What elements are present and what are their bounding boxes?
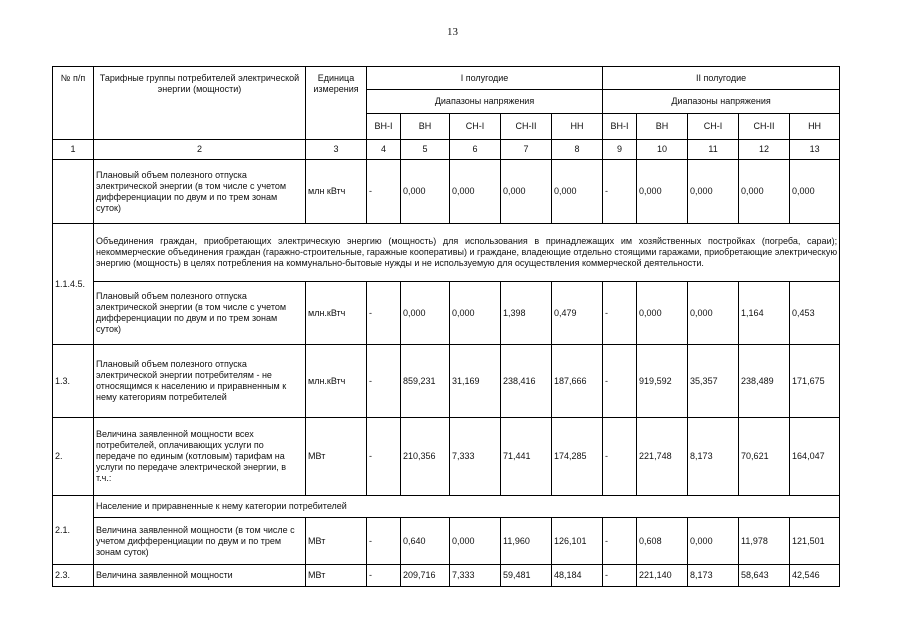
value-cell: 174,285 bbox=[552, 418, 603, 496]
value-cell: 11,978 bbox=[739, 518, 790, 565]
header-voltage: СН-I bbox=[688, 114, 739, 140]
header-row bbox=[53, 67, 840, 90]
value-cell: 164,047 bbox=[790, 418, 840, 496]
column-number: 3 bbox=[306, 140, 367, 160]
value-cell: - bbox=[367, 345, 401, 418]
value-cell: 210,356 bbox=[401, 418, 450, 496]
table-row bbox=[53, 282, 840, 345]
value-cell: 0,000 bbox=[552, 160, 603, 224]
column-number: 1 bbox=[53, 140, 94, 160]
value-cell: 0,000 bbox=[688, 282, 739, 345]
value-cell: 0,608 bbox=[637, 518, 688, 565]
value-cell: 0,000 bbox=[688, 518, 739, 565]
header-tariff-groups: Тарифные группы потребителей электрической энергии (мощности) bbox=[94, 67, 306, 140]
value-cell: 221,748 bbox=[637, 418, 688, 496]
header-voltage: НН bbox=[790, 114, 840, 140]
section-row bbox=[53, 496, 840, 518]
value-cell: 0,640 bbox=[401, 518, 450, 565]
header-voltage-ranges-h1: Диапазоны напряжения bbox=[367, 90, 603, 114]
value-cell: 0,000 bbox=[450, 282, 501, 345]
value-cell: 919,592 bbox=[637, 345, 688, 418]
value-cell: 11,960 bbox=[501, 518, 552, 565]
value-cell: 7,333 bbox=[450, 565, 501, 587]
value-cell: 0,000 bbox=[739, 160, 790, 224]
header-unit: Единица измерения bbox=[306, 67, 367, 140]
value-cell: 0,000 bbox=[637, 282, 688, 345]
row-name: Величина заявленной мощности всех потребителей, оплачивающих услуги по передаче по единым (котловым) тарифам на услуги по передаче электрической энергии, в т.ч.: bbox=[94, 418, 306, 496]
value-cell: - bbox=[367, 518, 401, 565]
value-cell: - bbox=[367, 418, 401, 496]
value-cell: 126,101 bbox=[552, 518, 603, 565]
table-row bbox=[53, 345, 840, 418]
header-voltage: ВН bbox=[637, 114, 688, 140]
row-unit: МВт bbox=[306, 518, 367, 565]
header-half2: II полугодие bbox=[603, 67, 840, 90]
row-name: Плановый объем полезного отпуска электрической энергии (в том числе с учетом дифференциации по двум и по трем зонам суток) bbox=[94, 160, 306, 224]
value-cell: 171,675 bbox=[790, 345, 840, 418]
row-unit: МВт bbox=[306, 418, 367, 496]
column-number-row bbox=[53, 140, 840, 160]
value-cell: 221,140 bbox=[637, 565, 688, 587]
column-number: 11 bbox=[688, 140, 739, 160]
row-unit: млн.кВтч bbox=[306, 282, 367, 345]
column-number: 12 bbox=[739, 140, 790, 160]
row-number bbox=[53, 160, 94, 224]
row-name: Плановый объем полезного отпуска электрической энергии (в том числе с учетом дифференциации по двум и по трем зонам суток) bbox=[94, 282, 306, 345]
value-cell: - bbox=[367, 565, 401, 587]
value-cell: 238,416 bbox=[501, 345, 552, 418]
column-number: 7 bbox=[501, 140, 552, 160]
table-row bbox=[53, 565, 840, 587]
header-voltage: ВН-I bbox=[367, 114, 401, 140]
column-number: 8 bbox=[552, 140, 603, 160]
value-cell: - bbox=[603, 282, 637, 345]
value-cell: 1,398 bbox=[501, 282, 552, 345]
value-cell: 58,643 bbox=[739, 565, 790, 587]
page-number: 13 bbox=[447, 26, 458, 38]
value-cell: 71,441 bbox=[501, 418, 552, 496]
column-number: 9 bbox=[603, 140, 637, 160]
value-cell: 121,501 bbox=[790, 518, 840, 565]
value-cell: 0,453 bbox=[790, 282, 840, 345]
value-cell: 0,000 bbox=[637, 160, 688, 224]
value-cell: 0,000 bbox=[450, 160, 501, 224]
value-cell: - bbox=[603, 518, 637, 565]
value-cell: - bbox=[603, 565, 637, 587]
value-cell: 209,716 bbox=[401, 565, 450, 587]
value-cell: 0,000 bbox=[790, 160, 840, 224]
header-voltage-ranges-h2: Диапазоны напряжения bbox=[603, 90, 840, 114]
header-voltage: СН-II bbox=[501, 114, 552, 140]
row-unit: млн.кВтч bbox=[306, 345, 367, 418]
row-number: 2.3. bbox=[53, 565, 94, 587]
column-number: 13 bbox=[790, 140, 840, 160]
value-cell: - bbox=[603, 418, 637, 496]
table-row bbox=[53, 160, 840, 224]
value-cell: 238,489 bbox=[739, 345, 790, 418]
value-cell: 31,169 bbox=[450, 345, 501, 418]
value-cell: 48,184 bbox=[552, 565, 603, 587]
column-number: 6 bbox=[450, 140, 501, 160]
row-name: Величина заявленной мощности bbox=[94, 565, 306, 587]
row-number: 2.1. bbox=[53, 496, 94, 565]
value-cell: 1,164 bbox=[739, 282, 790, 345]
header-voltage: ВН-I bbox=[603, 114, 637, 140]
value-cell: 8,173 bbox=[688, 565, 739, 587]
column-number: 4 bbox=[367, 140, 401, 160]
row-unit: МВт bbox=[306, 565, 367, 587]
column-number: 2 bbox=[94, 140, 306, 160]
header-voltage: НН bbox=[552, 114, 603, 140]
value-cell: 0,000 bbox=[401, 282, 450, 345]
header-voltage: СН-II bbox=[739, 114, 790, 140]
column-number: 5 bbox=[401, 140, 450, 160]
tariff-table bbox=[52, 66, 840, 587]
value-cell: 8,173 bbox=[688, 418, 739, 496]
value-cell: 859,231 bbox=[401, 345, 450, 418]
row-name: Плановый объем полезного отпуска электрической энергии потребителям - не относящимся к населению и приравненным к нему категориям потребителей bbox=[94, 345, 306, 418]
value-cell: 59,481 bbox=[501, 565, 552, 587]
value-cell: 0,000 bbox=[401, 160, 450, 224]
value-cell: 0,000 bbox=[450, 518, 501, 565]
row-number: 2. bbox=[53, 418, 94, 496]
header-half1: I полугодие bbox=[367, 67, 603, 90]
header-voltage: ВН bbox=[401, 114, 450, 140]
column-number: 10 bbox=[637, 140, 688, 160]
value-cell: 7,333 bbox=[450, 418, 501, 496]
row-unit: млн кВтч bbox=[306, 160, 367, 224]
section-title: Объединения граждан, приобретающих электрическую энергию (мощность) для использования в принадлежащих им хозяйственных постройках (погреба, сараи); некоммерческие объединения граждан (гаражно-строительные, гаражные кооперативы) и граждане, владеющие отдельно стоящими гаражами, приобретающие электрическую энергию (мощность) в целях потребления на коммунально-бытовые нужды и не используемую для осуществления коммерческой деятельности. bbox=[94, 224, 840, 282]
value-cell: 0,000 bbox=[688, 160, 739, 224]
value-cell: 42,546 bbox=[790, 565, 840, 587]
table-row bbox=[53, 518, 840, 565]
value-cell: - bbox=[603, 160, 637, 224]
header-num: № п/п bbox=[53, 67, 94, 140]
section-title: Население и приравненные к нему категории потребителей bbox=[94, 496, 840, 518]
row-number: 1.1.4.5. bbox=[53, 224, 94, 345]
value-cell: 70,621 bbox=[739, 418, 790, 496]
value-cell: 187,666 bbox=[552, 345, 603, 418]
value-cell: 0,000 bbox=[501, 160, 552, 224]
value-cell: - bbox=[367, 160, 401, 224]
value-cell: 35,357 bbox=[688, 345, 739, 418]
section-row bbox=[53, 224, 840, 282]
row-name: Величина заявленной мощности (в том числе с учетом дифференциации по двум и по трем зонам суток) bbox=[94, 518, 306, 565]
row-number: 1.3. bbox=[53, 345, 94, 418]
value-cell: 0,479 bbox=[552, 282, 603, 345]
value-cell: - bbox=[603, 345, 637, 418]
value-cell: - bbox=[367, 282, 401, 345]
header-voltage: СН-I bbox=[450, 114, 501, 140]
table-row bbox=[53, 418, 840, 496]
